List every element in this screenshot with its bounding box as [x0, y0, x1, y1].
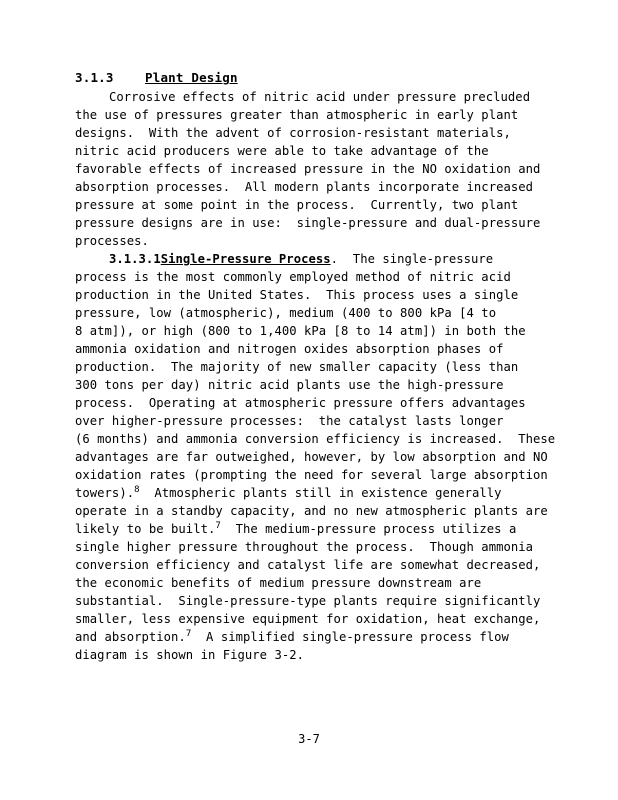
line-text: Atmospheric plants still in existence generally [139, 486, 502, 500]
text-line: absorption processes. All modern plants incorporate increased [75, 180, 534, 194]
subsection-heading-line [109, 250, 493, 268]
text-line: pressure at some point in the process. Currently, two plant [75, 198, 519, 212]
line-text: A simplified single-pressure process flow [191, 630, 509, 644]
section-number: 3.1.3 [75, 70, 114, 85]
page-number: 3-7 [298, 732, 320, 746]
section-title: Plant Design [145, 70, 238, 85]
text-line: smaller, less expensive equipment for oxidation, heat exchange, [75, 612, 541, 626]
reference-marker: 7 [215, 521, 221, 531]
line-text: likely to be built. [75, 522, 216, 536]
text-line-with-reference [75, 628, 509, 646]
subsection-title: Single-Pressure Process [160, 252, 331, 266]
text-line: favorable effects of increased pressure in the NO oxidation and [75, 162, 541, 176]
line-text: towers). [75, 486, 135, 500]
text-line: diagram is shown in Figure 3-2. [75, 648, 305, 662]
text-line: pressure, low (atmospheric), medium (400 to 800 kPa [4 to [75, 306, 497, 320]
text-line: (6 months) and ammonia conversion efficiency is increased. These [75, 432, 556, 446]
text-line: single higher pressure throughout the process. Though ammonia [75, 540, 534, 554]
text-line: 300 tons per day) nitric acid plants use the high-pressure [75, 378, 504, 392]
line-text: and absorption. [75, 630, 186, 644]
text-line: oxidation rates (prompting the need for several large absorption [75, 468, 548, 482]
text-line: operate in a standby capacity, and no new atmospheric plants are [75, 504, 548, 518]
subsection-line-text: . The single-pressure [330, 252, 494, 266]
text-line: process is the most commonly employed method of nitric acid [75, 270, 511, 284]
text-line: 8 atm]), or high (800 to 1,400 kPa [8 to 14 atm]) in both the [75, 324, 526, 338]
text-line: the economic benefits of medium pressure downstream are [75, 576, 482, 590]
text-line: Corrosive effects of nitric acid under pressure precluded [109, 90, 531, 104]
text-line: process. Operating at atmospheric pressure offers advantages [75, 396, 526, 410]
text-line: production. The majority of new smaller capacity (less than [75, 360, 519, 374]
section-heading [75, 70, 238, 85]
reference-marker: 8 [134, 485, 140, 495]
text-line: pressure designs are in use: single-pressure and dual-pressure [75, 216, 541, 230]
reference-marker: 7 [185, 629, 192, 639]
text-line: substantial. Single-pressure-type plants require significantly [75, 594, 541, 608]
text-line: the use of pressures greater than atmospheric in early plant [75, 108, 519, 122]
text-line: nitric acid producers were able to take advantage of the [75, 144, 489, 158]
text-line: processes. [75, 234, 149, 248]
text-line: conversion efficiency and catalyst life are somewhat decreased, [75, 558, 541, 572]
subsection-number: 3.1.3.1 [109, 252, 161, 266]
text-line: designs. With the advent of corrosion-resistant materials, [75, 126, 511, 140]
text-line: production in the United States. This process uses a single [75, 288, 519, 302]
text-line-with-reference [75, 520, 516, 538]
text-line: ammonia oxidation and nitrogen oxides absorption phases of [75, 342, 504, 356]
text-line: over higher-pressure processes: the catalyst lasts longer [75, 414, 504, 428]
text-line: advantages are far outweighed, however, by low absorption and NO [75, 450, 548, 464]
line-text: The medium-pressure process utilizes a [220, 522, 517, 536]
text-line-with-reference [75, 484, 502, 502]
